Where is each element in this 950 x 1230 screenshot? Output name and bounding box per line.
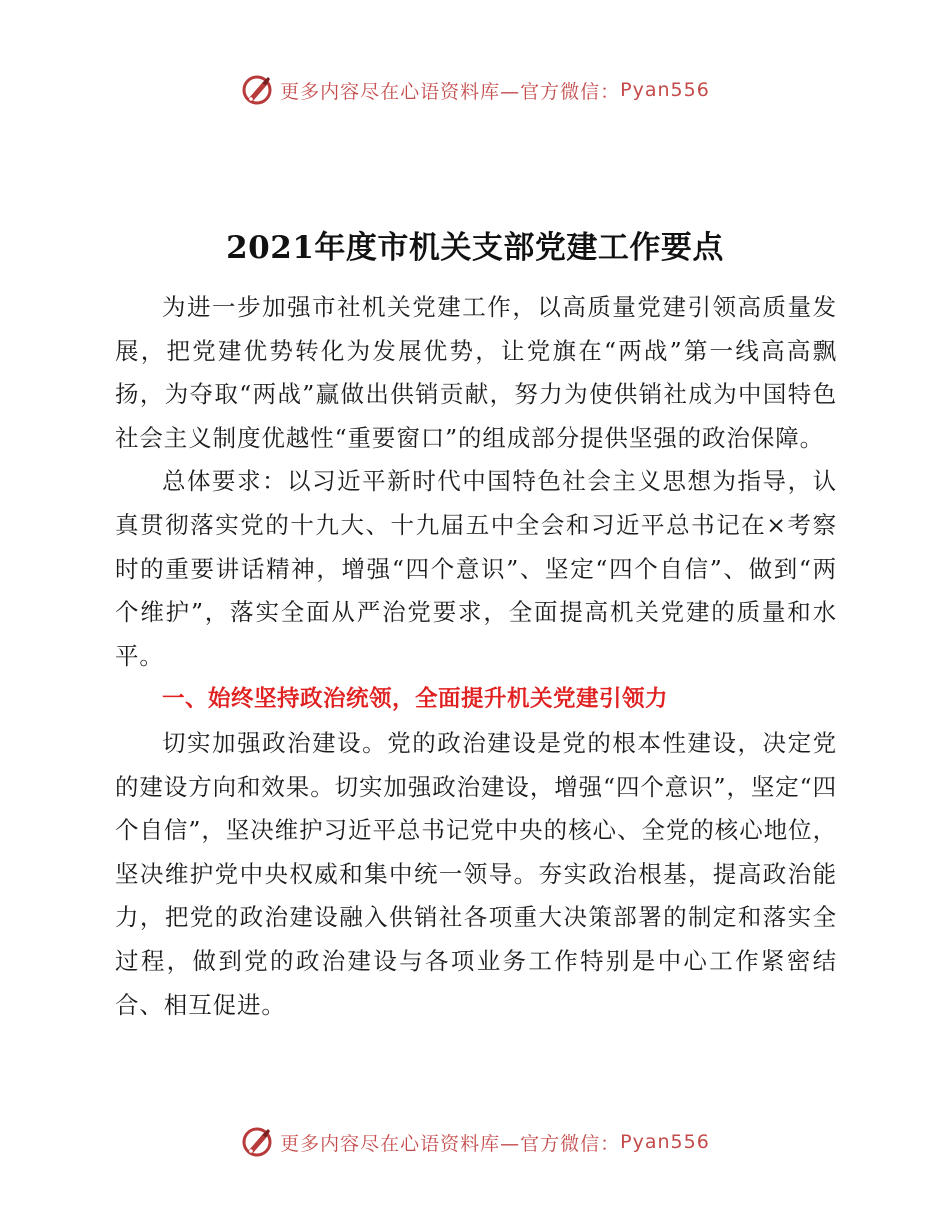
pen-nib-logo-icon bbox=[240, 73, 274, 107]
pen-nib-logo-icon bbox=[240, 1125, 274, 1159]
general-requirements-paragraph: 总体要求：以习近平新时代中国特色社会主义思想为指导，认真贯彻落实党的十九大、十九届五中全会和习近平总书记在×考察时的重要讲话精神，增强“四个意识”、坚定“四个自信”、做到“两个维护”，落实全面从严治党要求，全面提高机关党建的质量和水平。 bbox=[115, 467, 837, 670]
document-body bbox=[115, 286, 837, 1027]
watermark-handle: Pyan556 bbox=[620, 1131, 710, 1153]
watermark-text: 更多内容尽在心语资料库—官方微信： bbox=[280, 1132, 621, 1155]
section-1-heading: 一、始终坚持政治统领，全面提升机关党建引领力 bbox=[162, 686, 669, 713]
intro-paragraph: 为进一步加强市社机关党建工作，以高质量党建引领高质量发展，把党建优势转化为发展优势，让党旗在“两战”第一线高高飘扬，为夺取“两战”赢做出供销贡献，努力为使供销社成为中国特色社会主义制度优越性“重要窗口”的组成部分提供坚强的政治保障。 bbox=[115, 293, 837, 452]
watermark-text: 更多内容尽在心语资料库—官方微信： bbox=[280, 80, 621, 103]
header-watermark bbox=[0, 70, 950, 110]
watermark-handle: Pyan556 bbox=[620, 79, 710, 101]
section-1-paragraph: 切实加强政治建设。党的政治建设是党的根本性建设，决定党的建设方向和效果。切实加强政治建设，增强“四个意识”，坚定“四个自信”，坚决维护习近平总书记党中央的核心、全党的核心地位，坚决维护党中央权威和集中统一领导。夯实政治根基，提高政治能力，把党的政治建设融入供销社各项重大决策部署的制定和落实全过程，做到党的政治建设与各项业务工作特别是中心工作紧密结合、相互促进。 bbox=[115, 728, 837, 1019]
footer-watermark bbox=[0, 1122, 950, 1162]
document-title: 2021年度市机关支部党建工作要点 bbox=[226, 230, 724, 266]
